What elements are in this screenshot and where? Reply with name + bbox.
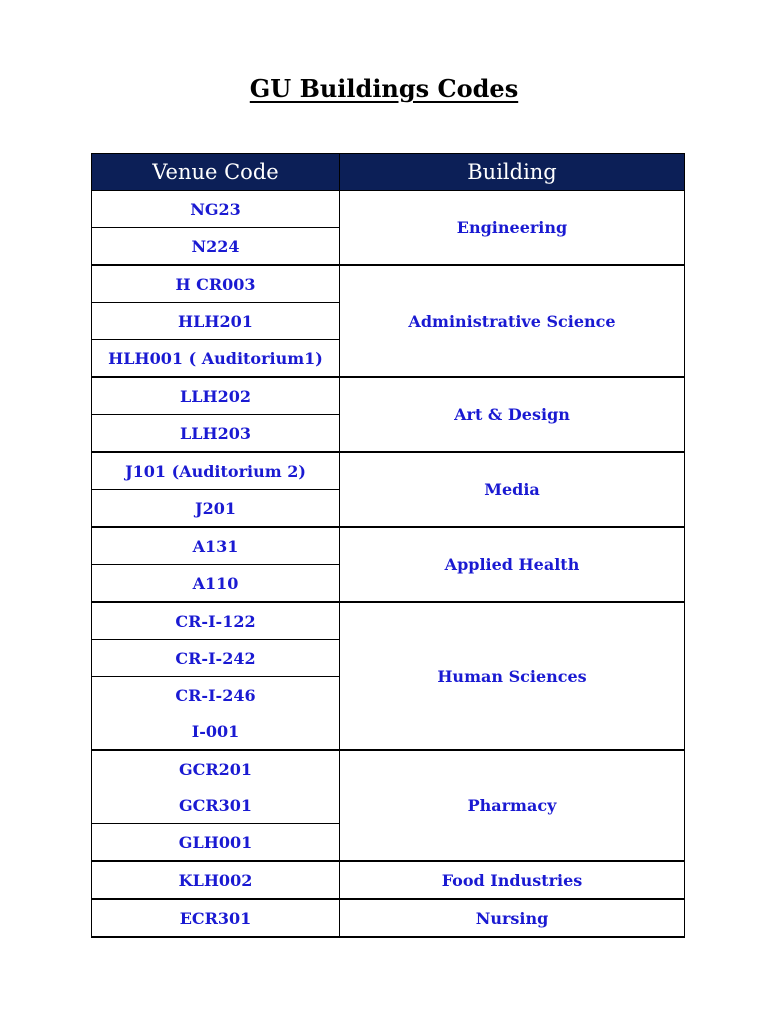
table-header-row	[92, 154, 685, 191]
building-name-cell: Media	[340, 452, 685, 527]
venue-code-cell: CR-I-246	[92, 677, 340, 714]
venue-code-cell: A110	[92, 565, 340, 603]
venue-code-cell: GCR301	[92, 787, 340, 824]
column-header-building: Building	[340, 154, 685, 191]
venue-code-cell: HLH201	[92, 303, 340, 340]
table-row	[92, 377, 685, 415]
table-row	[92, 527, 685, 565]
venue-code-cell: J101 (Auditorium 2)	[92, 452, 340, 490]
venue-code-cell: CR-I-122	[92, 602, 340, 640]
venue-code-cell: NG23	[92, 191, 340, 228]
venue-code-cell: LLH202	[92, 377, 340, 415]
building-name-cell: Nursing	[340, 899, 685, 937]
building-name-cell: Food Industries	[340, 861, 685, 899]
table-row	[92, 265, 685, 303]
building-name-cell: Human Sciences	[340, 602, 685, 750]
building-name-cell: Engineering	[340, 191, 685, 266]
table-row	[92, 191, 685, 228]
venue-code-cell: GCR201	[92, 750, 340, 787]
building-codes-table	[91, 153, 685, 938]
venue-code-cell: A131	[92, 527, 340, 565]
venue-code-cell: HLH001 ( Auditorium1)	[92, 340, 340, 378]
venue-code-cell: KLH002	[92, 861, 340, 899]
table-row	[92, 452, 685, 490]
venue-code-cell: J201	[92, 490, 340, 528]
column-header-venue-code: Venue Code	[92, 154, 340, 191]
building-name-cell: Art & Design	[340, 377, 685, 452]
table-body	[92, 191, 685, 938]
venue-code-cell: H CR003	[92, 265, 340, 303]
table-row	[92, 602, 685, 640]
building-name-cell: Pharmacy	[340, 750, 685, 861]
venue-code-cell: I-001	[92, 713, 340, 750]
venue-code-cell: N224	[92, 228, 340, 266]
page-title: GU Buildings Codes	[249, 74, 519, 103]
venue-code-cell: ECR301	[92, 899, 340, 937]
table-row	[92, 899, 685, 937]
building-name-cell: Applied Health	[340, 527, 685, 602]
building-name-cell: Administrative Science	[340, 265, 685, 377]
venue-code-cell: GLH001	[92, 824, 340, 862]
table-row	[92, 861, 685, 899]
venue-code-cell: LLH203	[92, 415, 340, 453]
table-row	[92, 750, 685, 787]
venue-code-cell: CR-I-242	[92, 640, 340, 677]
